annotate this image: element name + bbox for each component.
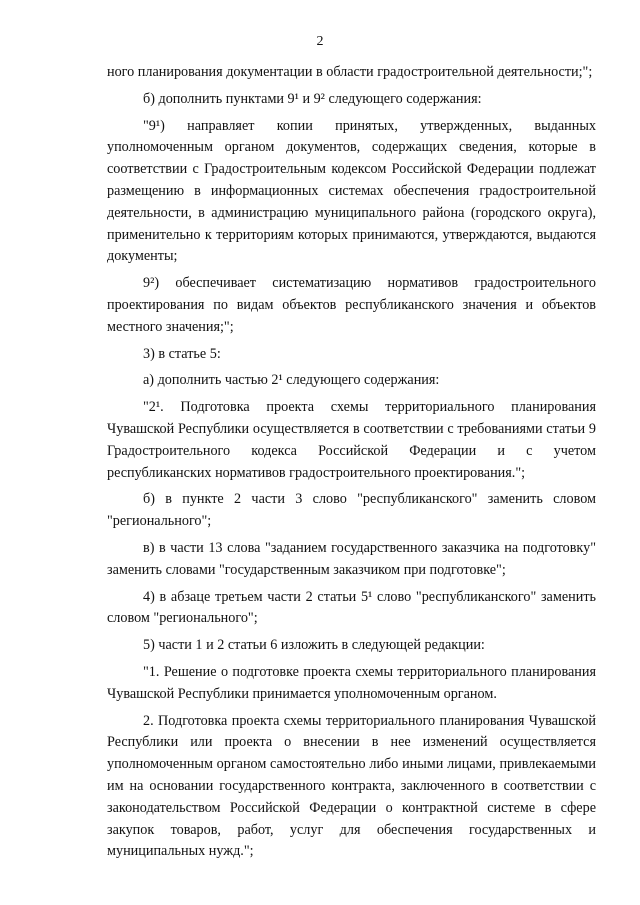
paragraph-3: "9¹) направляет копии принятых, утвержденных, выданных уполномоченным органом документов, содержащих сведения, которые в соответствии с Градостроительным кодексом Российской Федерации подлежат размещению в информационных системах обеспечения градостроительной деятельности, в администрацию муниципального района (городского округа), применительно к территориям которых принимаются, утверждаются, выдаются документы; [107, 117, 596, 265]
paragraph-12: "1. Решение о подготовке проекта схемы территориального планирования Чувашской Республики принимается уполномоченным органом. [107, 663, 596, 702]
paragraph-4: 9²) обеспечивает систематизацию нормативов градостроительного проектирования по видам объектов республиканского значения и объектов местного значения;"; [107, 275, 596, 335]
page-number: 2 [316, 34, 324, 49]
paragraph-7: "2¹. Подготовка проекта схемы территориального планирования Чувашской Республики осуществляется в соответствии с требованиями статьи 9 Градостроительного кодекса Российской Федерации и с учетом республиканских нормативов градостроительного проектирования."; [107, 399, 596, 481]
paragraph-10: 4) в абзаце третьем части 2 статьи 5¹ слово "республиканского" заменить словом "регионального"; [107, 588, 596, 627]
paragraph-5: 3) в статье 5: [143, 345, 221, 362]
paragraph-2: б) дополнить пунктами 9¹ и 9² следующего содержания: [143, 90, 482, 107]
paragraph-6: а) дополнить частью 2¹ следующего содержания: [143, 372, 440, 389]
paragraph-9: в) в части 13 слова "заданием государственного заказчика на подготовку" заменить словами "государственным заказчиком при подготовке"; [107, 539, 596, 578]
paragraph-8: б) в пункте 2 части 3 слово "республиканского" заменить словом "регионального"; [107, 491, 596, 530]
document-body [107, 62, 596, 868]
paragraph-13: 2. Подготовка проекта схемы территориального планирования Чувашской Республики или проекта о внесении в нее изменений осуществляется уполномоченным органом самостоятельно либо иными лицами, привлекаемыми им на основании государственного контракта, заключенного в соответствии с законодательством Российской Федерации о контрактной системе в сфере закупок товаров, работ, услуг для обеспечения государственных и муниципальных нужд."; [107, 712, 596, 860]
paragraph-11: 5) части 1 и 2 статьи 6 изложить в следующей редакции: [143, 637, 485, 654]
paragraph-1: ного планирования документации в области градостроительной деятельности;"; [107, 64, 593, 80]
